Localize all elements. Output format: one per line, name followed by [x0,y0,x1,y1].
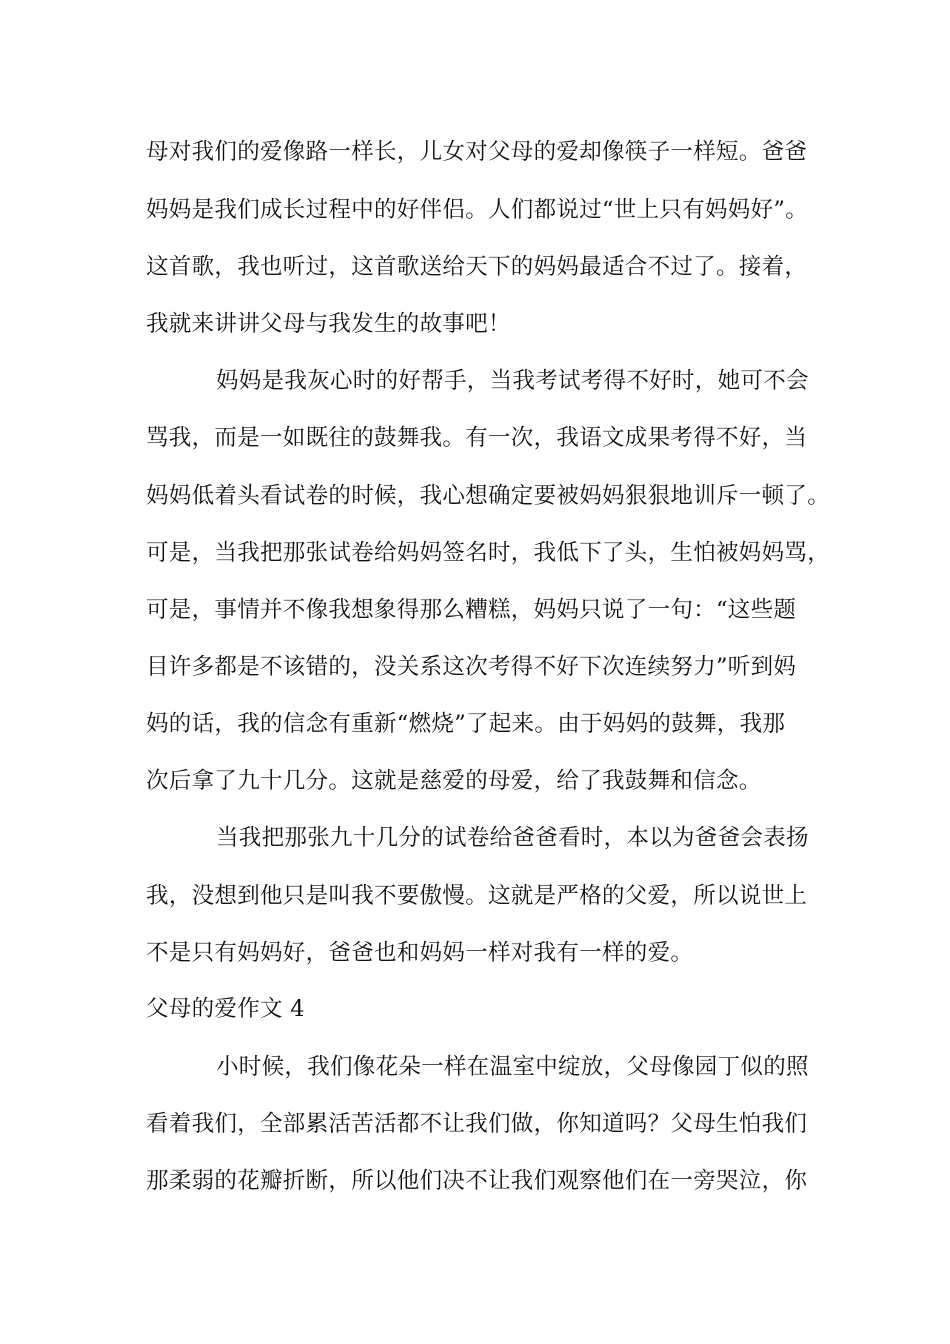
paragraph1-line-3: 这首歌，我也听过，这首歌送给天下的妈妈最适合不过了。接着， [146,254,808,280]
paragraph3-line-1: 当我把那张九十几分的试卷给爸爸看时，本以为爸爸会表扬 [216,825,809,851]
paragraph4-line-2: 看着我们，全部累活苦活都不让我们做，你知道吗？父母生怕我们 [146,1111,808,1137]
paragraph2-line-6: 目许多都是不该错的，没关系这次考得不好下次连续努力”听到妈 [146,654,797,680]
paragraph3-line-3: 不是只有妈妈好，爸爸也和妈妈一样对我有一样的爱。 [146,940,694,966]
paragraph2-line-8: 次后拿了九十几分。这就是慈爱的母爱，给了我鼓舞和信念。 [146,768,762,794]
paragraph2-line-1: 妈妈是我灰心时的好帮手，当我考试考得不好时，她可不会 [216,368,809,394]
paragraph3-line-2: 我，没想到他只是叫我不要傲慢。这就是严格的父爱，所以说世上 [146,883,808,909]
paragraph4-line-3: 那柔弱的花瓣折断，所以他们决不让我们观察他们在一旁哭泣，你 [146,1168,808,1194]
paragraph2-line-2: 骂我，而是一如既往的鼓舞我。有一次，我语文成果考得不好，当 [146,425,808,451]
paragraph2-line-4: 可是，当我把那张试卷给妈妈签名时，我低下了头，生怕被妈妈骂， [146,540,831,566]
paragraph1-line-4: 我就来讲讲父母与我发生的故事吧！ [146,311,511,337]
paragraph1-line-2: 妈妈是我们成长过程中的好伴侣。人们都说过“世上只有妈妈好”。 [146,197,809,223]
paragraph4-line-1: 小时候，我们像花朵一样在温室中绽放，父母像园丁似的照 [216,1054,809,1080]
paragraph2-line-7: 妈的话，我的信念有重新“燃烧”了起来。由于妈妈的鼓舞，我那 [146,711,786,737]
paragraph1-line-1: 母对我们的爱像路一样长，儿女对父母的爱却像筷子一样短。爸爸 [146,139,808,165]
paragraph2-line-5: 可是，事情并不像我想象得那么糟糕，妈妈只说了一句：“这些题 [146,597,797,623]
paragraph2-line-3: 妈妈低着头看试卷的时候，我心想确定要被妈妈狠狠地训斥一顿了。 [146,483,831,509]
section-title: 父母的爱作文 4 [146,996,305,1022]
